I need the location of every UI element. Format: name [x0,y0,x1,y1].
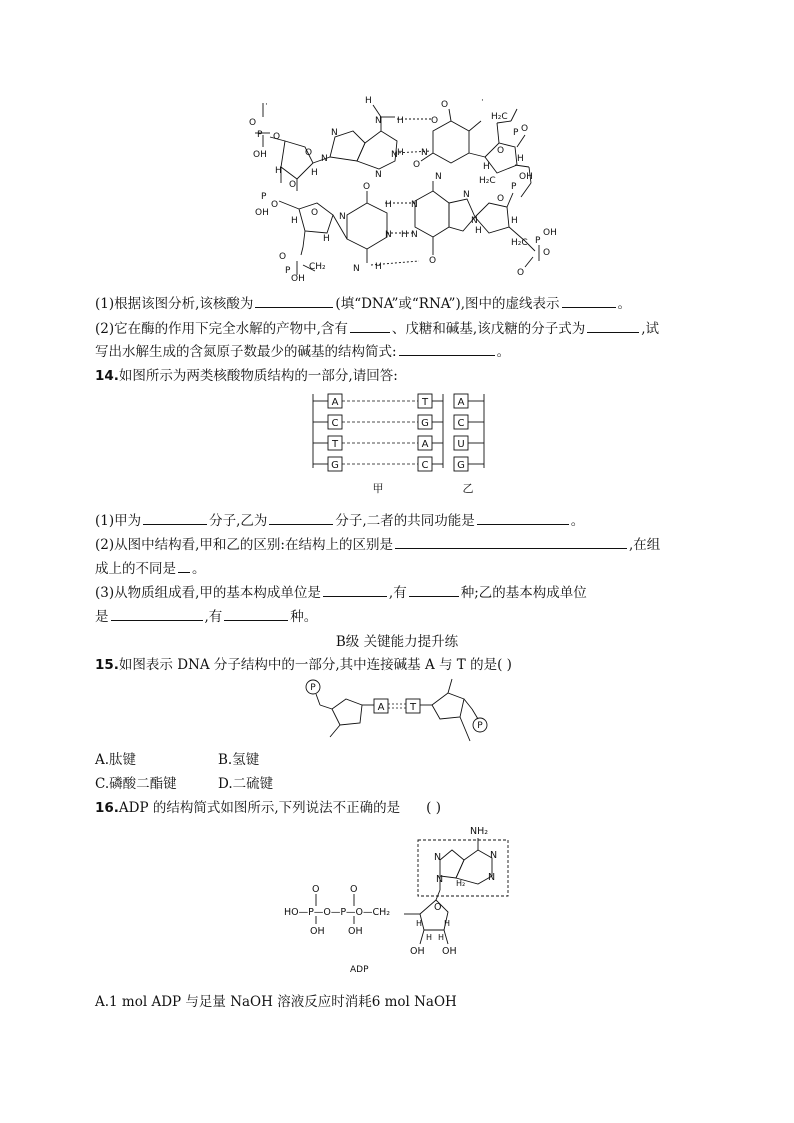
q13-line-3: 写出水解生成的含氮原子数最少的碱基的结构简式: 。 [95,340,510,360]
q14-line-2: (2)从图中结构看,甲和乙的区别:在结构上的区别是 ,在组 [95,533,660,553]
answer-blank[interactable] [224,606,288,621]
svg-text:·: · [265,100,268,110]
base-a: A [377,702,385,713]
base-label: G [457,460,465,471]
atom-n: N [321,154,328,164]
atom-o: O [413,160,421,170]
atom-o: O [497,194,505,204]
atom-o: O [543,248,551,258]
base-label: A [421,439,429,450]
atom-o: O [311,208,319,218]
answer-blank[interactable] [395,534,627,549]
answer-blank[interactable] [178,558,190,573]
atom-n: N [331,128,338,138]
phosphate-label: P [477,721,483,731]
answer-blank[interactable] [111,606,203,621]
atom-h: H [401,230,408,240]
atom-o: O [431,116,439,126]
answer-blank[interactable] [255,293,333,308]
answer-blank[interactable] [399,341,495,356]
q14-line-4: (3)从物质组成看,甲的基本构成单位是 ,有 种;乙的基本构成单位 [95,581,587,601]
atom-h: H [365,96,372,106]
option-c[interactable]: C.磷酸二酯键 [95,776,177,792]
hydroxyl-label: OH [410,946,425,957]
n-label: N [488,872,496,883]
q14-line-1: (1)甲为 分子,乙为 分子,二者的共同功能是 。 [95,509,584,529]
label-yi: 乙 [462,482,474,495]
q13-line-1: (1)根据该图分析,该核酸为 (填“DNA”或“RNA”),图中的虚线表示 。 [95,292,631,312]
atom-p: P [285,266,291,276]
option-a[interactable]: A.肽键 [95,752,137,768]
atom-h2c: H₂C [511,238,528,248]
atom-n: N [411,230,418,240]
atom-o: O [363,182,371,192]
base-label: G [421,418,429,429]
atom-n: N [385,230,392,240]
base-label: T [331,439,339,450]
atom-p: P [261,192,267,202]
n-label: N [436,874,444,885]
atom-h: H [483,162,490,172]
atom-n: N [375,116,382,126]
answer-blank[interactable] [323,582,387,597]
atom-o: O [429,256,437,266]
atom-oh: OH [291,274,305,284]
atom-n: N [421,148,428,158]
answer-blank[interactable] [409,582,459,597]
q14-line-3: 成上的不同是 。 [95,557,206,577]
atom-p: P [257,130,263,140]
section-heading: B级 关键能力提升练 [335,634,459,650]
base-label: C [421,460,429,471]
n-label: N [490,850,498,861]
atom-h: H [475,226,482,236]
atom-oh: OH [519,172,533,182]
option-d[interactable]: D.二硫键 [218,776,274,792]
atom-h2c: H₂C [491,112,508,122]
atom-p: P [535,236,541,246]
hydroxyl-label: OH [310,926,325,937]
base-label: A [457,397,465,408]
q14-stem: 14.如图所示为两类核酸物质结构的一部分,请回答: [95,368,398,384]
nucleic-acid-comparison-figure [308,390,498,498]
atom-oh: OH [543,228,557,238]
adp-structure-figure [280,820,520,980]
atom-h: H [275,166,282,176]
figure-caption: ADP [350,965,369,975]
svg-text:·: · [481,96,484,106]
atom-o: O [279,252,287,262]
base-label: T [421,397,429,408]
atom-o: O [289,180,297,190]
q15-stem: 15.如图表示 DNA 分子结构中的一部分,其中连接碱基 A 与 T 的是( ) [95,657,512,673]
atom-n: N [411,200,418,210]
h-label: H [416,919,423,928]
answer-blank[interactable] [143,510,207,525]
h-label: H [438,933,445,942]
atom-o: O [441,100,449,110]
atom-h: H [511,216,518,226]
base-t: T [409,702,417,713]
atom-h: H [291,216,298,226]
answer-blank[interactable] [562,293,616,308]
base-label: C [331,418,339,429]
atom-p: P [513,128,519,138]
base-label: G [331,460,339,471]
ring-o-label: O [434,902,442,913]
label-jia: 甲 [372,482,384,495]
atom-h: H [397,116,404,126]
answer-blank[interactable] [350,318,390,333]
atom-o: O [521,124,529,134]
oxo-label: O [350,884,358,895]
nh2-label: NH₂ [470,826,489,837]
atom-h: H [397,148,404,158]
h-label: H [444,919,451,928]
base-label: A [331,397,339,408]
base-label: C [457,418,465,429]
hydroxyl-label: OH [348,926,363,937]
atom-n: N [435,172,442,182]
q14-line-5: 是 ,有 种。 [95,605,317,625]
atom-o: O [249,118,257,128]
answer-blank[interactable] [477,510,569,525]
option-a[interactable]: A.1 mol ADP 与足量 NaOH 溶液反应时消耗6 mol NaOH [95,994,457,1010]
atom-h: H [517,154,524,164]
atom-h: H [311,168,318,178]
phosphate-label: P [310,683,316,693]
atom-o: O [273,132,281,142]
atom-h: H [385,200,392,210]
atom-o: O [497,146,505,156]
atom-h2c: H₂C [479,176,496,186]
atom-n: N [463,190,470,200]
atom-oh: OH [253,150,267,160]
atom-n: N [391,150,398,160]
atom-h: H [375,262,382,272]
atom-n: N [375,170,382,180]
dna-fragment-figure [300,675,500,745]
q13-line-2: (2)它在酶的作用下完全水解的产物中,含有 、戊糖和碱基,该戊糖的分子式为 ,试 [95,317,659,337]
atom-ch2: CH₂ [309,262,326,272]
atom-o: O [271,200,279,210]
q16-stem: 16.ADP 的结构简式如图所示,下列说法不正确的是 ( ) [95,800,441,816]
adp-formula: HO—P—O—P—O—CH₂ [284,907,391,918]
option-b[interactable]: B.氢键 [218,752,260,768]
n-label: N [434,852,442,863]
h-label: H [426,933,433,942]
atom-p: P [511,182,517,192]
atom-n: N [339,212,346,222]
h2-label: H₂ [456,879,466,888]
atom-n: N [353,264,360,274]
nucleic-acid-structure-figure [235,95,565,285]
base-label: U [457,439,465,450]
atom-o: O [517,268,525,278]
atom-h: H [323,234,330,244]
answer-blank[interactable] [269,510,333,525]
oxo-label: O [312,884,320,895]
hydroxyl-label: OH [442,946,457,957]
atom-oh: OH [255,208,269,218]
answer-blank[interactable] [587,318,639,333]
atom-n: N [471,216,478,226]
atom-o: O [305,148,313,158]
